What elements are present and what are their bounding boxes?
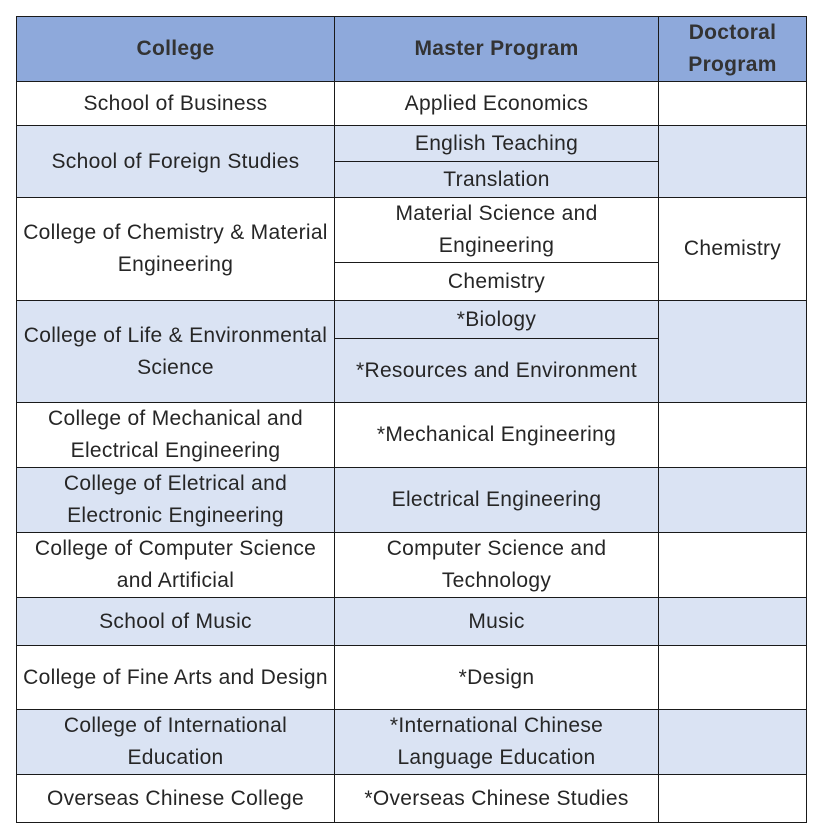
college-cell: College of Fine Arts and Design [17,646,335,710]
table-row [17,82,807,126]
doctoral-program-cell [659,403,807,468]
master-program-cell: Translation [335,162,659,198]
master-program-cell: *Resources and Environment [335,339,659,403]
master-program-cell: *Biology [335,301,659,339]
table-row [17,301,807,339]
master-program-cell: Applied Economics [335,82,659,126]
table-row [17,710,807,775]
college-header: College [17,17,335,82]
college-cell: School of Foreign Studies [17,126,335,198]
doctoral-program-cell [659,533,807,598]
college-cell: College of Mechanical and Electrical Engineering [17,403,335,468]
college-cell: School of Business [17,82,335,126]
table-row [17,126,807,162]
table-row [17,646,807,710]
college-cell: College of Life & Environmental Science [17,301,335,403]
master-program-cell: *Design [335,646,659,710]
doctoral-program-cell [659,126,807,198]
table-row [17,468,807,533]
master-program-cell: *International Chinese Language Education [335,710,659,775]
master-program-cell: Computer Science and Technology [335,533,659,598]
college-cell: College of Chemistry & Material Engineering [17,198,335,301]
master-program-cell: English Teaching [335,126,659,162]
doctoral-program-cell [659,468,807,533]
doctoral-program-cell [659,646,807,710]
table-row [17,598,807,646]
doctoral-program-cell [659,775,807,823]
college-cell: Overseas Chinese College [17,775,335,823]
header-row [17,17,807,82]
table-row [17,403,807,468]
college-cell: College of Eletrical and Electronic Engineering [17,468,335,533]
programs-table [16,16,807,823]
master-program-cell: Electrical Engineering [335,468,659,533]
doctoral-program-cell [659,301,807,403]
table-row [17,775,807,823]
college-cell: College of International Education [17,710,335,775]
table-row [17,533,807,598]
master-program-cell: *Mechanical Engineering [335,403,659,468]
college-cell: College of Computer Science and Artificial [17,533,335,598]
master-program-cell: Music [335,598,659,646]
doctoral-program-cell [659,598,807,646]
master-program-cell: *Overseas Chinese Studies [335,775,659,823]
table-row [17,198,807,263]
doctoral-program-header: Doctoral Program [659,17,807,82]
master-program-cell: Material Science and Engineering [335,198,659,263]
master-program-header: Master Program [335,17,659,82]
college-cell: School of Music [17,598,335,646]
master-program-cell: Chemistry [335,263,659,301]
doctoral-program-cell [659,82,807,126]
doctoral-program-cell: Chemistry [659,198,807,301]
doctoral-program-cell [659,710,807,775]
